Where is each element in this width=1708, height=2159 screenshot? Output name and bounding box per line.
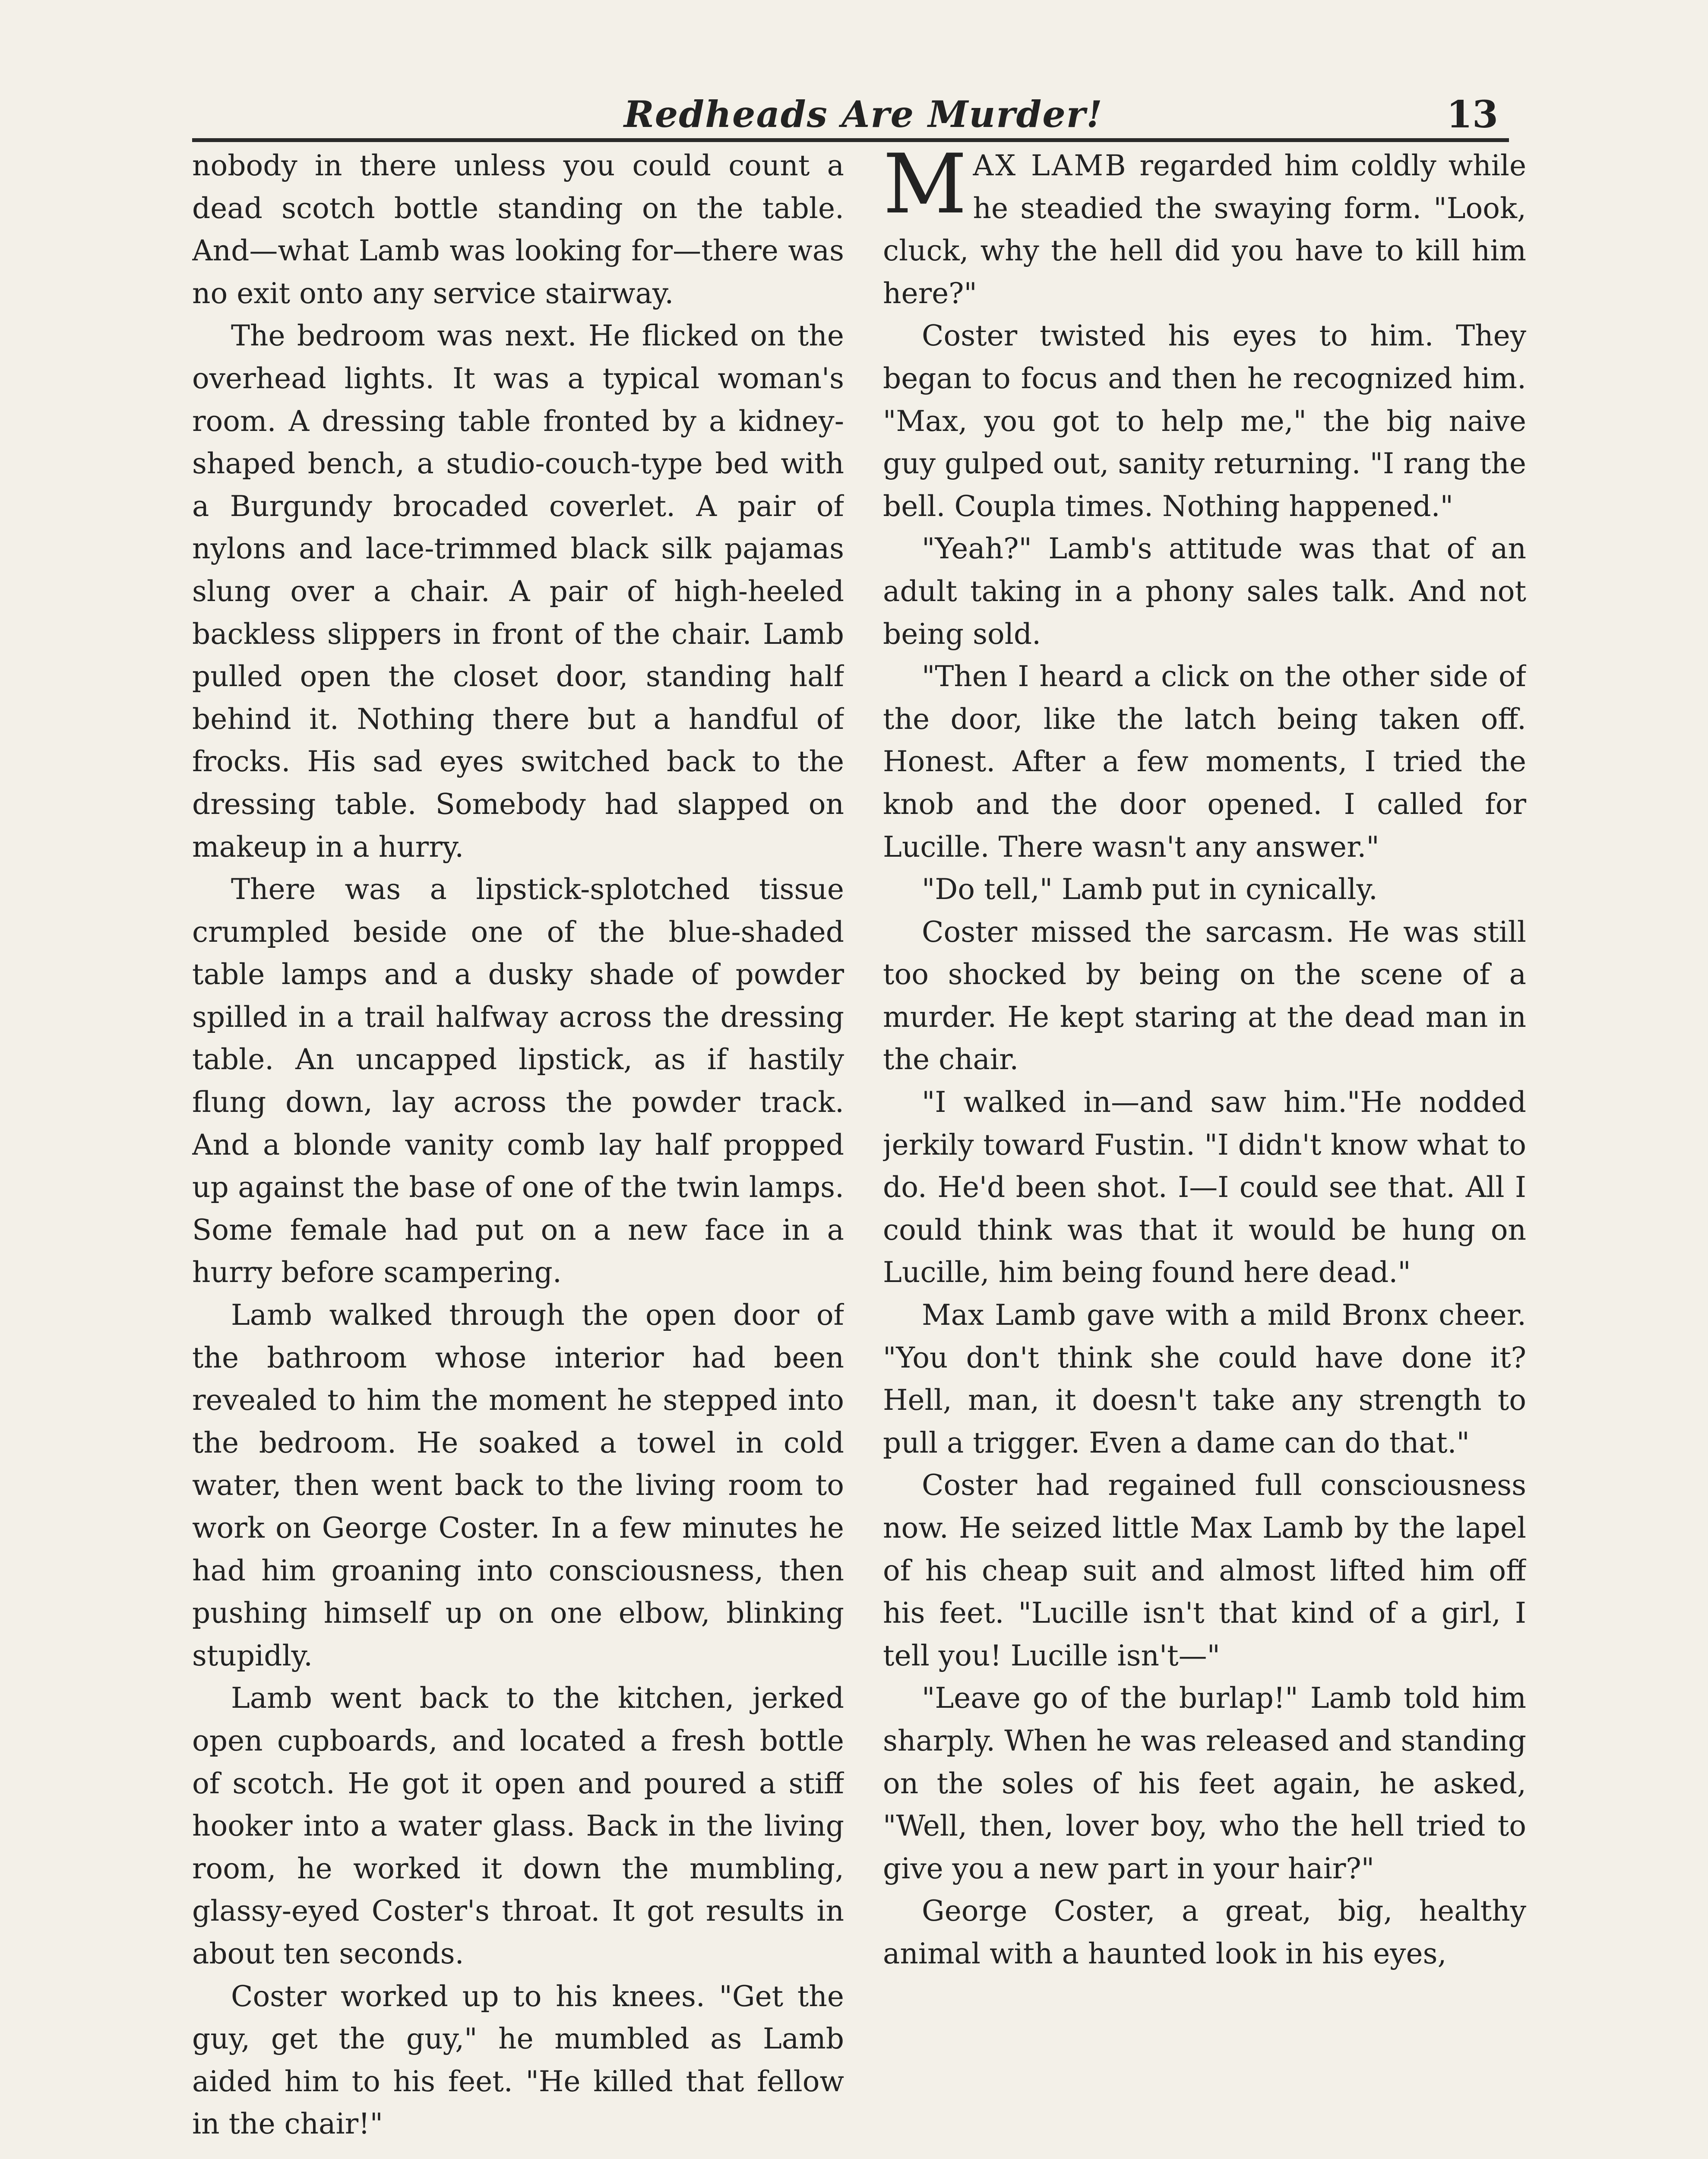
lead-smallcaps: AX LAMB bbox=[973, 149, 1128, 182]
paragraph: Lamb walked through the open door of the bathroom whose interior had been revealed to him the moment he stepped into the bedroom. He soaked a towel in cold water, then went back to the living room to work on George Coster. In a few minutes he had him groaning into consciousness, then pushing himself up on one elbow, blinking stupidly. bbox=[192, 1298, 844, 1672]
left-column bbox=[192, 145, 844, 2159]
paragraph: Coster twisted his eyes to him. They began to focus and then he recognized him. "Max, you got to help me," the big naive guy gulped out, sanity returning. "I rang the bell. Coupla times. Nothing happened." bbox=[883, 319, 1526, 523]
drop-cap: M bbox=[883, 145, 967, 232]
paragraph: George Coster, a great, big, healthy animal with a haunted look in his eyes, bbox=[883, 1894, 1526, 1970]
paragraph: "I walked in—and saw him."He nodded jerkily toward Fustin. "I didn't know what to do. He'd been shot. I—I could see that. All I could think was that it would be hung on Lucille, him being found here dead." bbox=[883, 1086, 1526, 1289]
page-number: 13 bbox=[1446, 93, 1498, 136]
paragraph: Coster missed the sarcasm. He was still too shocked by being on the scene of a murder. He kept staring at the dead man in the chair. bbox=[883, 915, 1526, 1076]
paragraph: "Yeah?" Lamb's attitude was that of an adult taking in a phony sales talk. And not being sold. bbox=[883, 532, 1526, 651]
paragraph: "Do tell," Lamb put in cynically. bbox=[922, 873, 1378, 906]
paragraph: "Then I heard a click on the other side of the door, like the latch being taken off. Honest. After a few moments, I tried the knob and the door opened. I called for Lucille. There wasn't any answer." bbox=[883, 660, 1526, 864]
running-header bbox=[192, 86, 1509, 142]
paragraph: Max Lamb gave with a mild Bronx cheer. "You don't think she could have done it? Hell, man, it doesn't take any strength to pull a trigger. Even a dame can do that." bbox=[883, 1298, 1526, 1459]
paragraph: Coster had regained full consciousness now. He seized little Max Lamb by the lapel of his cheap suit and almost lifted him off his feet. "Lucille isn't that kind of a girl, I tell you! Lucille isn't—" bbox=[883, 1469, 1526, 1672]
paragraph: The bedroom was next. He flicked on the overhead lights. It was a typical woman's room. A dressing table fronted by a kidney-shaped bench, a studio-couch-type bed with a Burgundy brocaded coverlet. A pair of nylons and lace-trimmed black silk pajamas slung over a chair. A pair of high-heeled backless slippers in front of the chair. Lamb pulled open the closet door, standing half behind it. Nothing there but a handful of frocks. His sad eyes switched back to the dressing table. Somebody had slapped on makeup in a hurry. bbox=[192, 319, 844, 864]
lead-paragraph bbox=[883, 145, 1526, 315]
story-title: Redheads Are Murder! bbox=[624, 93, 1103, 136]
paragraph: Lamb went back to the kitchen, jerked open cupboards, and located a fresh bottle of scotch. He got it open and poured a stiff hooker into a water glass. Back in the living room, he worked it down the mumbling, glassy-eyed Coster's throat. It got results in about ten seconds. bbox=[192, 1681, 844, 1970]
lead-text: regarded him coldly while he steadied the swaying form. "Look, cluck, why the hell did you have to kill him here?" bbox=[883, 149, 1526, 310]
paragraph: nobody in there unless you could count a dead scotch bottle standing on the table. And—what Lamb was looking for—there was no exit onto any service stairway. bbox=[192, 149, 844, 310]
right-column bbox=[883, 145, 1526, 2159]
paragraph: There was a lipstick-splotched tissue crumpled beside one of the blue-shaded table lamps and a dusky shade of powder spilled in a trail halfway across the dressing table. An uncapped lipstick, as if hastily flung down, lay across the powder track. And a blonde vanity comb lay half propped up against the base of one of the twin lamps. Some female had put on a new face in a hurry before scampering. bbox=[192, 873, 844, 1289]
paragraph: "Leave go of the burlap!" Lamb told him sharply. When he was released and standing on the soles of his feet again, he asked, "Well, then, lover boy, who the hell tried to give you a new part in your hair?" bbox=[883, 1681, 1526, 1885]
paragraph: Coster worked up to his knees. "Get the guy, get the guy," he mumbled as Lamb aided him to his feet. "He killed that fellow in the chair!" bbox=[192, 1979, 844, 2141]
